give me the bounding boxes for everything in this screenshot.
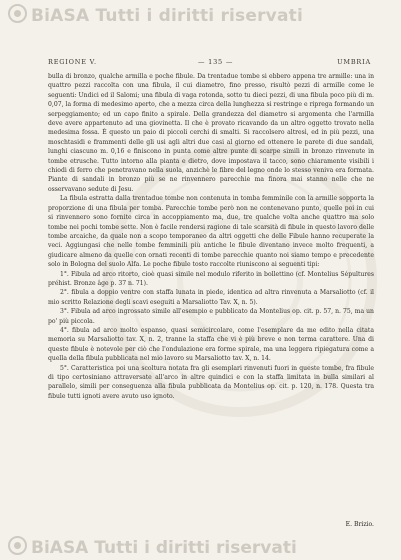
page-header — [48, 58, 371, 70]
body-text — [48, 72, 374, 401]
page-number: — 135 — — [198, 58, 234, 66]
paragraph: 2°. fibula a doppio ventre con staffa lunata in piede, identica ad altra rinvenuta a Marsaliotto (cf. il mio scritto Relazione degli scavi eseguiti a Marsaliotto Tav. X, n. 5). — [48, 289, 374, 306]
author-signature: E. Brizio. — [345, 521, 374, 528]
watermark-bottom — [8, 536, 297, 558]
paragraph: La fibula estratta dalla trentadue tombe non contenuta in tomba femminile con la armille sopporta la proporzione di una fibula per tomba. Parecchie tombe però non ne contenevano punto, quelle poi in cui si rinvennero sono fornite circa in accoppiamento ma, due, tre qualche volta anche quattro ma solo tombe nei pochi tombe sette. Non è facile rendersi ragione di tale scarsità di fibule in questo lavoro delle tombe arcaiche, da quale non a scopo temporaneo da altri oggetti che delle Fibule hanno recuperate la veci. Aggiungasi che nelle tombe femminili più antiche le fibule diventano invece molto frequenti, a giudicare almeno da quelle con ornati recenti di tombe parecchie quanto noi siamo tempo e precedente solo in Bologna del suolo Alfa. Le poche fibule tosto raccolte riuniscono ai seguenti tipi: — [48, 195, 374, 269]
biasa-logo-icon — [8, 4, 27, 23]
paragraph: bulla di bronzo, qualche armilla e poche fibule. Da trentadue tombe si ebbero appena tre armille: una in quattro pezzi raccolta con una fibula, il cui diametro, fino presso, risultò pezzi di armille come le seguenti: Undici ed il Salomi; una fibula di vaga rotonda, sotto tu dieci pezzi, di una fibula poco più di m. 0,07, la forma di medesimo aperto, che a mezza circa della lunghezza si restringe e riprega formando un serpeggiamento; ed un capo finito a spirale. Della grandezza del diametro si argomenta che l'armilla deve avere appartenuto ad una giovinetta. Il che è provato ricavando da un altro oggetto trovato nella medesima fossa. È questo un paio di piccoli cerchi di smalti. Si raccolsero altresì, ed in più pezzi, una moschtasidi e frammenti delle gli usi agli altri due casi al giorno ed ottenere le parete di due sandali, lunghi ciascuno m. 0,16 e finiscono in punta come altre punte di scarpe simili in bronzo rinvenute in tombe etrusche. Tutto intorno alla pianta e dietro, dove impostava il tacco, sono chiaramente visibili i chiodi di ferro che penetravano nella suola, anzichè le fibre del legno onde lo stesso veniva era formata. Piante di sandali in bronzo più se ne rinvennero parecchie ma finora mai stanno nelle che ne osservavano sedute di Jesu. — [48, 73, 374, 193]
paragraph: 5°. Caratteristica poi una scoltura notata fra gli esemplari rinvenuti fuori in queste tombe, fra fibule di tipo certosiniano attraversate all'arco in altre quindici e con la staffa limitata in bulla similari al parallelo, simili per conseguenza alla fibula pubblicata da Montelius op. cit. p. 120, n. 178. Questa tra fibule tutti ignoti avere avuto uso ignoto. — [48, 364, 374, 400]
paragraph: 3°. Fibula ad arco ingrossato simile all'esempio e pubblicato da Montelius op. cit. p. 57, n. 75, ma un po' più piccola. — [48, 308, 374, 325]
paragraph: 4°. fibula ad arco molto espanso, quasi semicircolare, come l'esemplare da me edito nella citata memoria su Marsaliotto tav. X, n. 2, tranne la staffa che vi è più breve e non terma carattere. Una di queste fibule è notevole per ciò che l'ondulazione era forme spirale, ma una leggera ripiegatura come a quella della fibula pubblicata nel mio lavoro su Marsaliotto tav. X, n. 14. — [48, 326, 374, 363]
header-region-name: UMBRIA — [337, 58, 371, 66]
biasa-logo-icon — [8, 536, 27, 555]
watermark-top — [8, 4, 303, 26]
paragraph: 1°. Fibula ad arco ritorto, cioè quasi simile nel modulo riferito in bollettino (cf. Montelius Sépultures préhist. Bronze âge p. 37 n. 71). — [48, 270, 374, 287]
watermark-bottom-text: BiASA Tutti i diritti riservati — [31, 538, 297, 558]
header-region: REGIONE V. — [48, 58, 97, 66]
watermark-top-text: BiASA Tutti i diritti riservati — [31, 6, 303, 26]
